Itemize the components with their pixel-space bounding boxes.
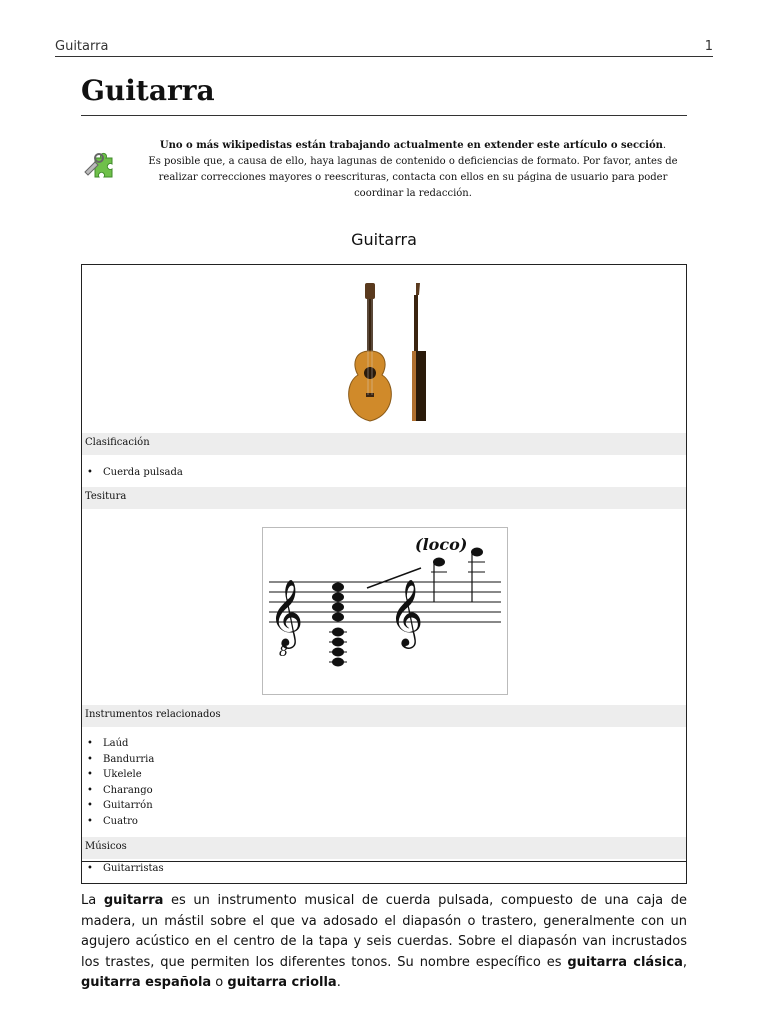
- list-item: • Cuerda pulsada: [82, 465, 686, 481]
- notice-text: [139, 138, 687, 202]
- list-item: • Guitarrón: [82, 798, 686, 814]
- tesitura-label: Tesitura: [82, 487, 686, 509]
- text-run: .: [336, 975, 341, 990]
- treble-clef: 𝄞: [269, 578, 304, 646]
- musicos-list: [82, 862, 686, 878]
- notice-body: Es posible que, a causa de ello, haya lagunas de contenido o deficiencias de formato. Por favor, antes de realizar correcciones mayores o reescrituras, contacta con ellos en su página de usuario para poder coordinar la redacción.: [148, 156, 678, 199]
- relacionados-label: Instrumentos relacionados: [82, 705, 686, 727]
- musicos-label: Músicos: [82, 837, 686, 859]
- clasificacion-list: [82, 465, 686, 481]
- bold-term: guitarra criolla: [227, 975, 337, 990]
- staff-annotation: (loco): [415, 535, 468, 554]
- guitar-side-view: [412, 283, 426, 421]
- bold-term: guitarra clásica: [567, 954, 683, 970]
- tesitura-staff-image: [262, 527, 508, 695]
- page-title: Guitarra: [81, 74, 687, 116]
- list-item: • Charango: [82, 783, 686, 799]
- page-number: 1: [704, 39, 713, 54]
- bold-term: guitarra: [103, 893, 164, 908]
- list-item: • Ukelele: [82, 767, 686, 783]
- chord-notes: [332, 583, 344, 667]
- infobox: [81, 264, 687, 884]
- list-item: [82, 862, 686, 878]
- guitarristas-link[interactable]: Guitarristas: [103, 863, 164, 874]
- list-item: • Cuatro: [82, 814, 686, 830]
- treble-clef-2: 𝄞: [389, 578, 424, 646]
- guitar-image: [82, 265, 686, 433]
- running-header: [55, 36, 713, 57]
- guitar-image-cell: [82, 265, 686, 434]
- clef-octave-mark: 8: [279, 644, 288, 660]
- text-run: La: [81, 893, 104, 908]
- intro-paragraph: [81, 891, 687, 994]
- infobox-caption: Guitarra: [351, 230, 417, 249]
- guitar-front-view: [349, 283, 392, 421]
- running-title: Guitarra: [55, 39, 109, 54]
- clasificacion-label: Clasificación: [82, 433, 686, 455]
- text-run: o: [211, 975, 228, 990]
- list-item: • Bandurria: [82, 752, 686, 768]
- text-run: es un instrumento musical de cuerda pulsada, compuesto de una caja de madera, un mástil sobre el que va adosado el diapasón o trastero, generalmente con un agujero acústico en el centro de la tapa y seis cuerdas. Sobre el diapasón van incrustados los trastes, que permiten los diferentes tonos. Su nombre específico es: [81, 893, 688, 970]
- puzzle-wrench-icon: [81, 142, 121, 182]
- work-in-progress-notice: [81, 138, 687, 204]
- music-staff: [263, 528, 507, 694]
- bold-term: guitarra española: [81, 975, 212, 990]
- notice-bold-line: Uno o más wikipedistas están trabajando actualmente en extender este artículo o sección: [159, 140, 663, 151]
- musicos-row: [82, 861, 686, 884]
- notice-period: .: [662, 140, 667, 151]
- list-item: • Laúd: [82, 736, 686, 752]
- relacionados-list: [82, 736, 686, 829]
- text-run: ,: [682, 954, 688, 970]
